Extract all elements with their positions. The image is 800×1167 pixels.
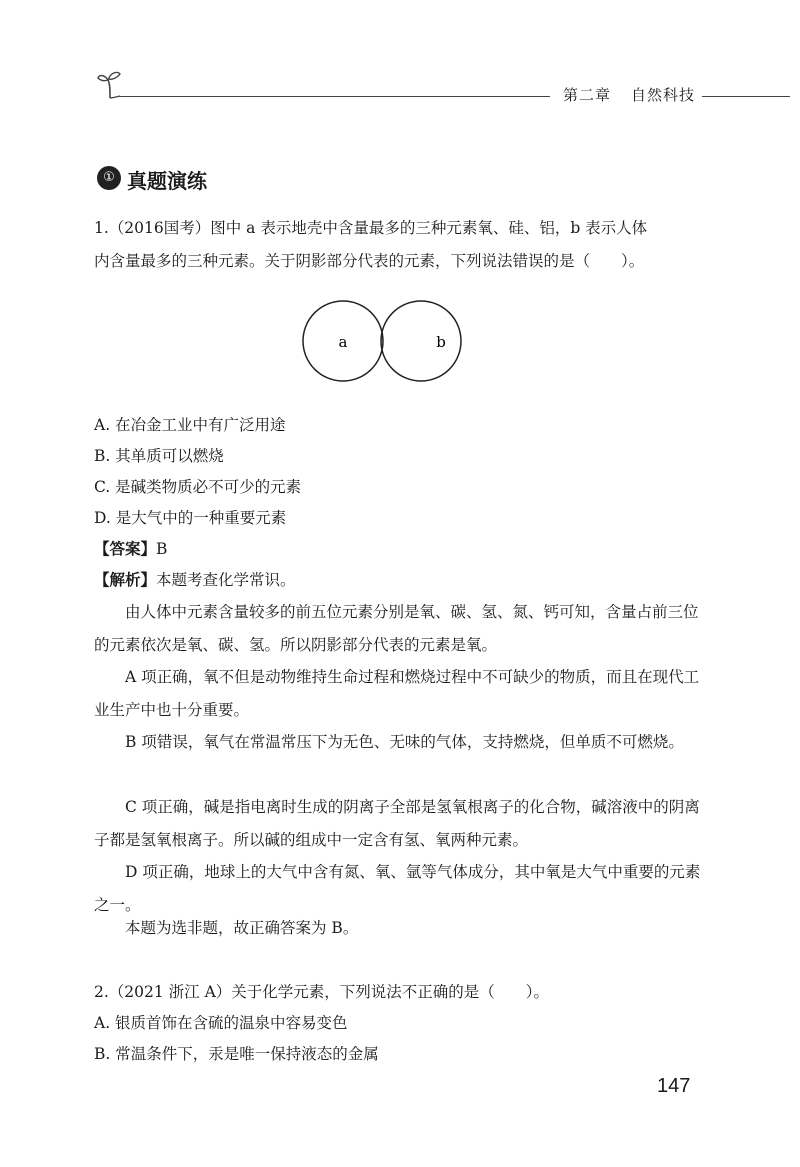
q2-stem: 2.（2021 浙江 A）关于化学元素，下列说法不正确的是（ ）。 [94,983,550,1001]
analysis-line [94,564,704,597]
venn-diagram [295,285,505,397]
section-label: 自然科技 [631,86,696,104]
running-header [563,84,695,105]
q2-option-a: A. 银质首饰在含硫的温泉中容易变色 [94,1014,348,1032]
explanation-paragraph: B 项错误，氧气在常温常压下为无色、无味的气体，支持燃烧，但单质不可燃烧。 [125,733,684,751]
explanation-paragraph: 由人体中元素含量较多的前五位元素分别是氧、碳、氢、氮、钙可知，含量占前三位的元素依次是氧、碳、氢。所以阴影部分代表的元素是氧。 [94,603,699,654]
section-title: 真题演练 [127,169,207,193]
answer-value: B [156,540,168,558]
header-rule [118,96,550,97]
explanation-paragraph: A 项正确，氧不但是动物维持生命过程和燃烧过程中不可缺少的物质，而且在现代工业生产中也十分重要。 [94,668,700,719]
answer-line [94,533,704,566]
header-rule-right [702,96,790,97]
chapter-label: 第二章 [563,86,612,104]
analysis-label: 【解析】 [94,571,157,589]
answer-label: 【答案】 [94,540,157,558]
venn-circle-b [381,301,461,381]
analysis-text: 本题考查化学常识。 [156,571,296,589]
explanation-conclusion: 本题为选非题，故正确答案为 B。 [125,919,359,937]
q1-stem-line2: 内含量最多的三种元素。关于阴影部分代表的元素，下列说法错误的是（ ）。 [94,252,645,270]
explanation-paragraph: C 项正确，碱是指电离时生成的阴离子全部是氢氧根离子的化合物，碱溶液中的阴离子都是氢氧根离子。所以碱的组成中一定含有氢、氧两种元素。 [94,798,700,849]
q1-option-c: C. 是碱类物质必不可少的元素 [94,478,302,496]
page-number: 147 [657,1075,691,1097]
section-badge: ① [97,166,121,190]
venn-label-a: a [338,333,348,351]
q1-option-b: B. 其单质可以燃烧 [94,447,224,465]
q1-stem-line1: 1.（2016国考）图中 a 表示地壳中含量最多的三种元素氧、硅、铝，b 表示人体 [94,219,648,237]
explanation-paragraph: D 项正确，地球上的大气中含有氮、氧、氩等气体成分，其中氧是大气中重要的元素之一。 [94,863,701,914]
q2-option-b: B. 常温条件下，汞是唯一保持液态的金属 [94,1045,379,1063]
q1-option-d: D. 是大气中的一种重要元素 [94,509,287,527]
venn-label-b: b [436,333,446,351]
q1-option-a: A. 在冶金工业中有广泛用途 [94,416,286,434]
